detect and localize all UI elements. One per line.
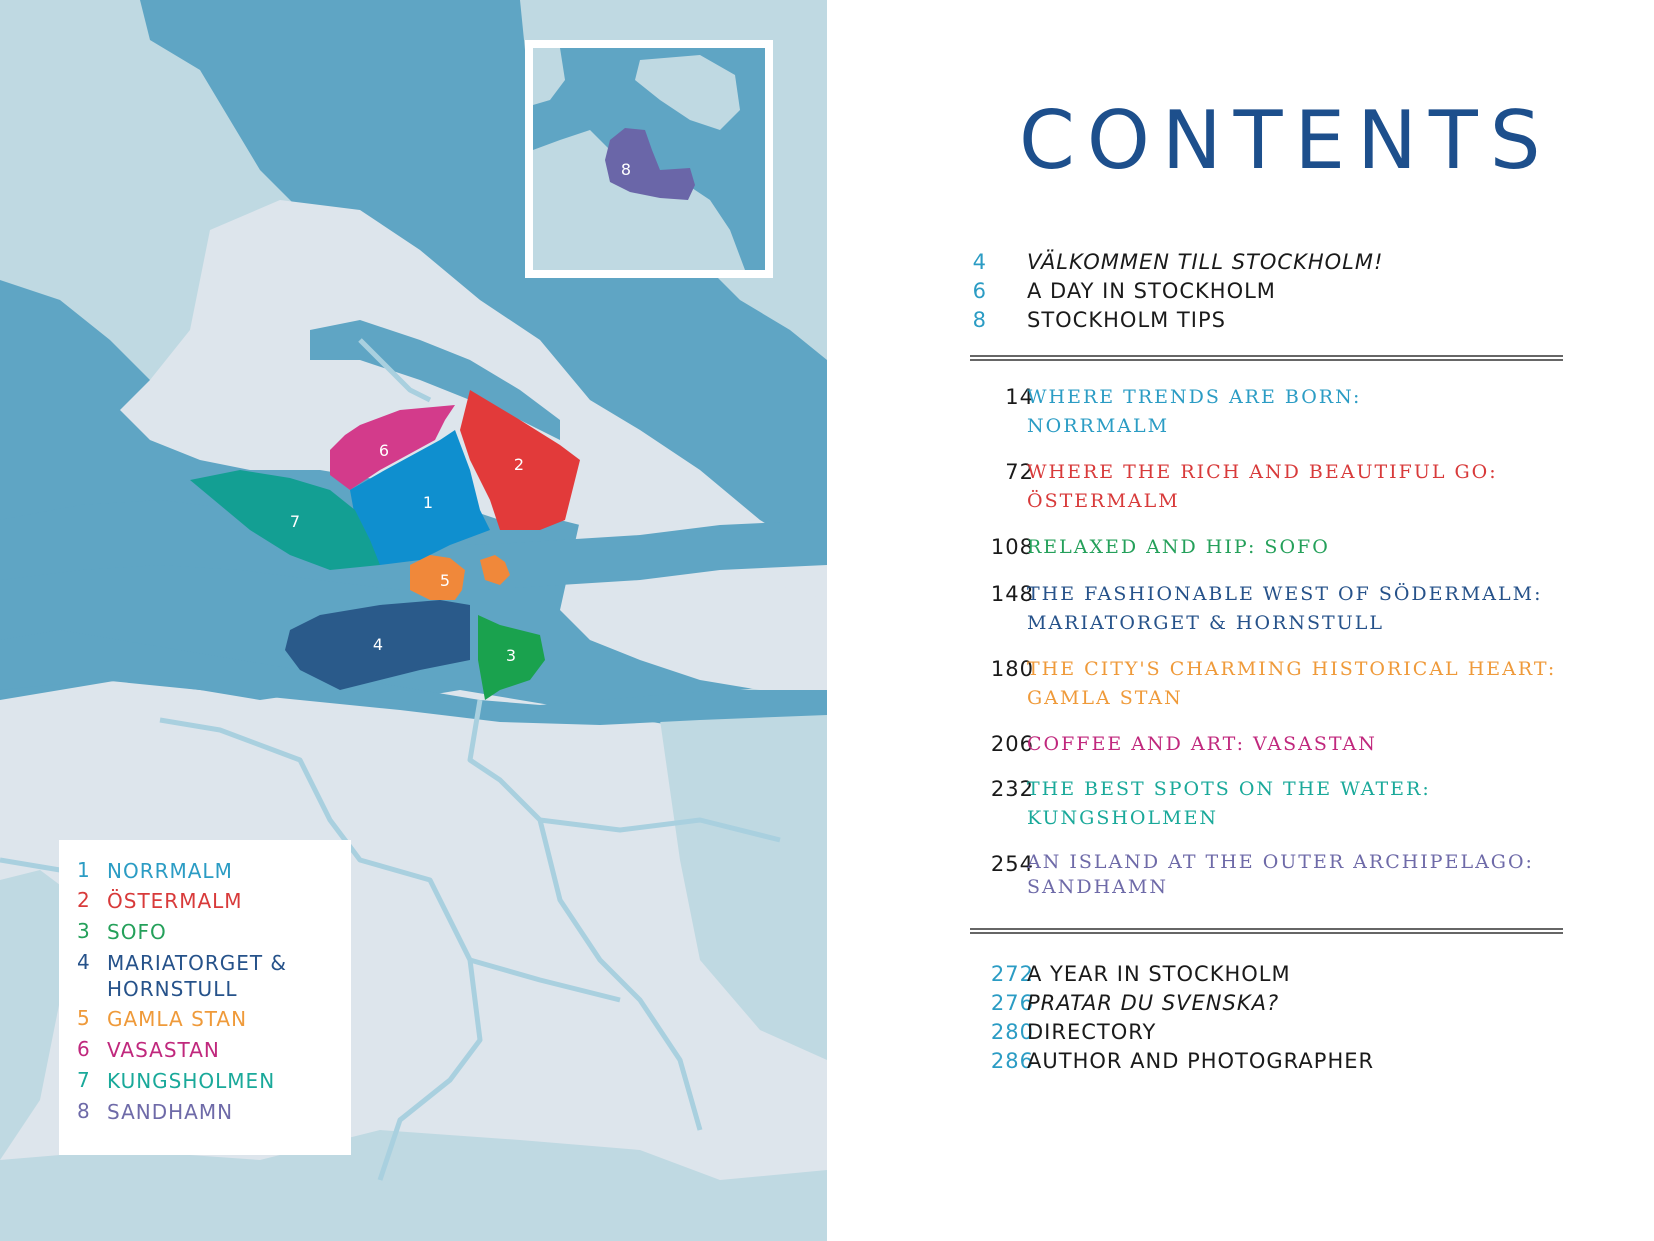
district-number: 3 [505, 646, 517, 665]
toc-chapter-title: COFFEE AND ART: VASASTAN [1027, 733, 1377, 755]
toc-page-number: 272 [990, 962, 1034, 986]
district-number: 8 [620, 160, 632, 179]
toc-title: A YEAR IN STOCKHOLM [1027, 962, 1291, 986]
toc-page-number: 276 [990, 991, 1034, 1015]
toc-page-number: 286 [990, 1049, 1034, 1073]
legend-label: VASASTAN [107, 1038, 220, 1062]
toc-page-number: 14 [1005, 385, 1034, 409]
toc-chapter-title: AN ISLAND AT THE OUTER ARCHIPELAGO: [1027, 851, 1534, 873]
legend-label: SOFO [107, 920, 167, 944]
legend-number: 1 [77, 858, 91, 882]
toc-page-number: 206 [990, 732, 1034, 756]
district-number: 4 [372, 635, 384, 654]
toc-page-number: 254 [990, 852, 1034, 876]
toc-chapter-district: GAMLA STAN [1027, 687, 1183, 709]
district-number: 6 [378, 441, 390, 460]
toc-chapter-district: MARIATORGET & HORNSTULL [1027, 612, 1384, 634]
toc-title: DIRECTORY [1027, 1020, 1157, 1044]
toc-chapter-title: THE CITY'S CHARMING HISTORICAL HEART: [1027, 658, 1557, 680]
legend-label: ÖSTERMALM [107, 889, 243, 913]
toc-page-number: 72 [1005, 460, 1034, 484]
page-title: CONTENTS [1019, 94, 1553, 187]
toc-chapter-title: THE FASHIONABLE WEST OF SÖDERMALM: [1027, 583, 1543, 605]
legend-number: 4 [77, 950, 91, 974]
divider [970, 355, 1563, 361]
legend-label: MARIATORGET & HORNSTULL [107, 951, 288, 1001]
toc-title: A DAY IN STOCKHOLM [1027, 279, 1276, 303]
toc-chapter-title: RELAXED AND HIP: SOFO [1027, 536, 1330, 558]
contents-page [827, 0, 1654, 1241]
map-legend [59, 840, 351, 1155]
legend-number: 3 [77, 919, 91, 943]
legend-label: GAMLA STAN [107, 1007, 248, 1031]
toc-title: AUTHOR AND PHOTOGRAPHER [1027, 1049, 1375, 1073]
toc-page-number: 4 [972, 250, 987, 274]
legend-number: 6 [77, 1037, 91, 1061]
legend-number: 8 [77, 1099, 91, 1123]
toc-chapter-district: SANDHAMN [1027, 876, 1168, 898]
toc-page-number: 6 [972, 279, 987, 303]
toc-chapter-district: ÖSTERMALM [1027, 490, 1180, 512]
district-number: 5 [439, 571, 451, 590]
toc-page-number: 232 [990, 777, 1034, 801]
legend-label: KUNGSHOLMEN [107, 1069, 276, 1093]
toc-page-number: 8 [972, 308, 987, 332]
legend-number: 7 [77, 1068, 91, 1092]
toc-title: STOCKHOLM TIPS [1027, 308, 1226, 332]
toc-page-number: 108 [990, 535, 1034, 559]
district-number: 7 [289, 512, 301, 531]
legend-number: 5 [77, 1006, 91, 1030]
toc-title: VÄLKOMMEN TILL STOCKHOLM! [1027, 250, 1384, 274]
district-number: 1 [422, 493, 434, 512]
toc-chapter-title: WHERE THE RICH AND BEAUTIFUL GO: [1027, 461, 1498, 483]
legend-label: NORRMALM [107, 859, 233, 883]
toc-chapter-title: THE BEST SPOTS ON THE WATER: [1027, 778, 1431, 800]
toc-page-number: 280 [990, 1020, 1034, 1044]
district-number: 2 [513, 455, 525, 474]
toc-page-number: 148 [990, 582, 1034, 606]
legend-label: SANDHAMN [107, 1100, 234, 1124]
toc-chapter-district: KUNGSHOLMEN [1027, 807, 1219, 829]
divider [970, 928, 1563, 934]
toc-title: PRATAR DU SVENSKA? [1027, 991, 1280, 1015]
toc-chapter-title: WHERE TRENDS ARE BORN: [1027, 386, 1362, 408]
inset-map [525, 40, 773, 278]
toc-chapter-district: NORRMALM [1027, 415, 1170, 437]
legend-number: 2 [77, 888, 91, 912]
toc-page-number: 180 [990, 657, 1034, 681]
